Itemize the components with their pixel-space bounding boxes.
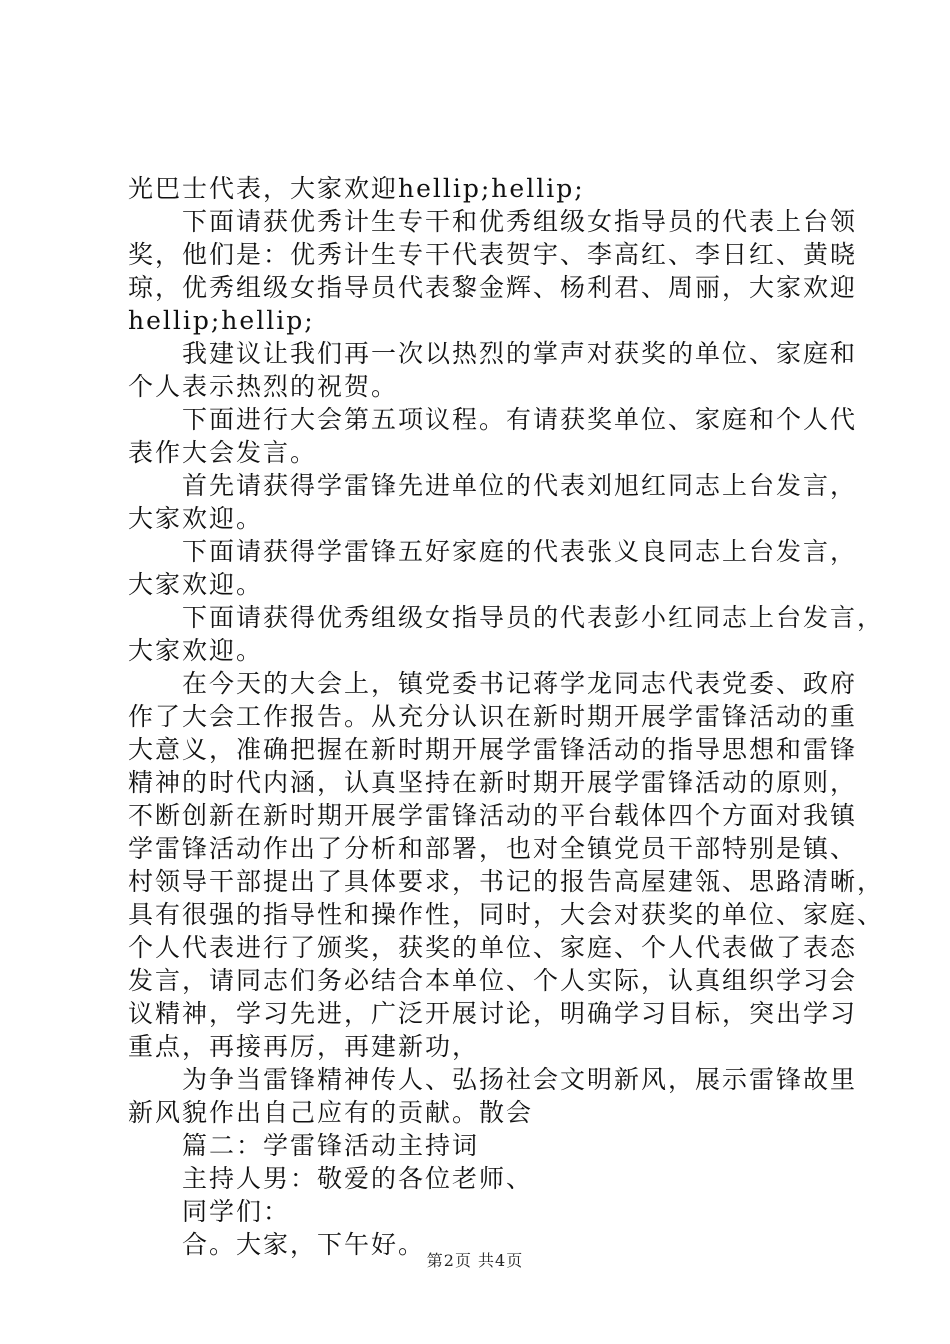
- text-line: 表作大会发言。: [128, 438, 318, 467]
- text-line: 下面请获得优秀组级女指导员的代表彭小红同志上台发言，: [182, 603, 885, 632]
- text-line: 合。大家，下午好。: [182, 1230, 426, 1259]
- text-line: 主持人男：敬爱的各位老师、: [182, 1164, 534, 1193]
- text-line: 作了大会工作报告。从充分认识在新时期开展学雷锋活动的重: [128, 702, 858, 731]
- text-line: 琼，优秀组级女指导员代表黎金辉、杨利君、周丽，大家欢迎: [128, 273, 858, 302]
- text-line: 首先请获得学雷锋先进单位的代表刘旭红同志上台发言，: [182, 471, 858, 500]
- page-footer: 第2页 共4页: [426, 1251, 524, 1270]
- text-line: 议精神，学习先进，广泛开展讨论，明确学习目标，突出学习: [128, 999, 858, 1028]
- text-line: 大家欢迎。: [128, 636, 264, 665]
- text-line: 精神的时代内涵，认真坚持在新时期开展学雷锋活动的原则，: [128, 768, 858, 797]
- text-line: 大家欢迎。: [128, 504, 264, 533]
- text-line: 下面请获得学雷锋五好家庭的代表张义良同志上台发言，: [182, 537, 858, 566]
- text-line: 大家欢迎。: [128, 570, 264, 599]
- text-line: 我建议让我们再一次以热烈的掌声对获奖的单位、家庭和: [182, 339, 858, 368]
- text-line: 奖，他们是：优秀计生专干代表贺宇、李高红、李日红、黄晓: [128, 240, 858, 269]
- text-line: 村领导干部提出了具体要求，书记的报告高屋建瓴、思路清晰，: [128, 867, 885, 896]
- text-line: 重点，再接再厉，再建新功，: [128, 1032, 480, 1061]
- text-line: 学雷锋活动作出了分析和部署，也对全镇党员干部特别是镇、: [128, 834, 858, 863]
- text-line: 个人表示热烈的祝贺。: [128, 372, 399, 401]
- text-line: 光巴士代表，大家欢迎hellip;hellip;: [128, 174, 585, 203]
- text-line: 个人代表进行了颁奖，获奖的单位、家庭、个人代表做了表态: [128, 933, 858, 962]
- document-body: [128, 172, 885, 1261]
- text-line: 大意义，准确把握在新时期开展学雷锋活动的指导思想和雷锋: [128, 735, 858, 764]
- text-line: 具有很强的指导性和操作性，同时，大会对获奖的单位、家庭、: [128, 900, 885, 929]
- text-line: 不断创新在新时期开展学雷锋活动的平台载体四个方面对我镇: [128, 801, 858, 830]
- text-line: 篇二：学雷锋活动主持词: [182, 1131, 480, 1160]
- text-line: 下面进行大会第五项议程。有请获奖单位、家庭和个人代: [182, 405, 858, 434]
- text-line: 在今天的大会上，镇党委书记蒋学龙同志代表党委、政府: [182, 669, 858, 698]
- text-line: 同学们：: [182, 1197, 291, 1226]
- text-line: hellip;hellip;: [128, 306, 315, 335]
- text-line: 发言，请同志们务必结合本单位、个人实际，认真组织学习会: [128, 966, 858, 995]
- text-line: 新风貌作出自己应有的贡献。散会: [128, 1098, 534, 1127]
- text-line: 为争当雷锋精神传人、弘扬社会文明新风，展示雷锋故里: [182, 1065, 858, 1094]
- text-line: 下面请获优秀计生专干和优秀组级女指导员的代表上台领: [182, 207, 858, 236]
